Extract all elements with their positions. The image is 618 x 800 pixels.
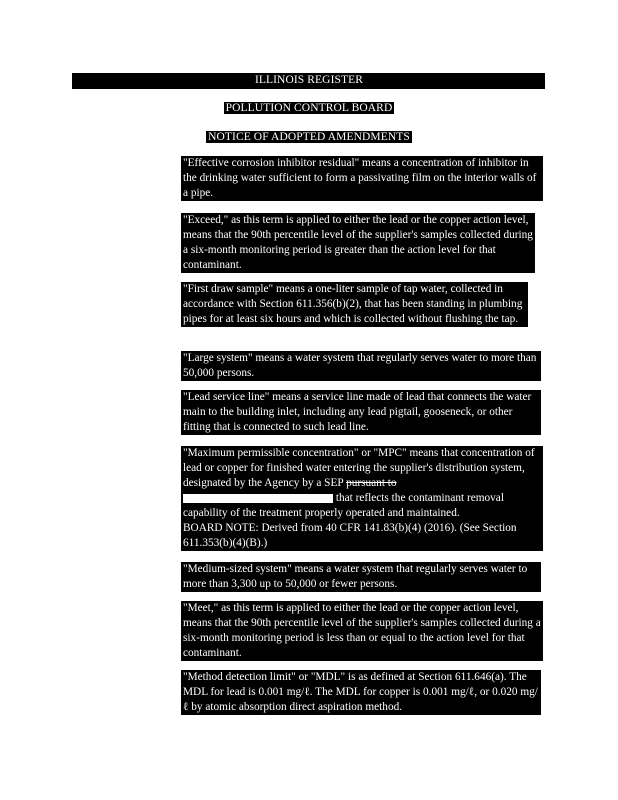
mpc-text-continued: that reflects the contaminant removal capability of the treatment properly operated and maintained. <box>183 492 504 519</box>
definition-lead-service-line: "Lead service line" means a service line made of lead that connects the water main to the building inlet, including any lead pigtail, gooseneck, or other fitting that is connected to such lead line. <box>181 390 541 435</box>
definition-medium-sized-system: "Medium-sized system" means a water system that regularly serves water to more than 3,300 up to 50,000 or fewer persons. <box>181 562 541 592</box>
struck-text: pursuant to <box>346 477 397 489</box>
mpc-text: "Maximum permissible concentration" or "MPC" means that concentration of lead or copper for finished water entering the supplier's distribution system, designated by the Agency by a SEP <box>183 447 535 489</box>
definition-first-draw-sample: "First draw sample" means a one-liter sample of tap water, collected in accordance with Section 611.356(b)(2), that has been standing in plumbing pipes for at least six hours and which is collected without flushing the tap. <box>181 282 528 327</box>
definition-exceed: "Exceed," as this term is applied to either the lead or the copper action level, means that the 90th percentile level of the supplier's samples collected during a six-month monitoring period is greater than the action level for that contaminant. <box>181 213 535 273</box>
definition-meet: "Meet," as this term is applied to either the lead or the copper action level, means that the 90th percentile level of the supplier's samples collected during a six-month monitoring period is less than or equal to the action level for that contaminant. <box>181 601 543 661</box>
definition-method-detection-limit: "Method detection limit" or "MDL" is as defined at Section 611.646(a). The MDL for lead is 0.001 mg/ℓ. The MDL for copper is 0.001 mg/ℓ, or 0.020 mg/ℓ by atomic absorption direct aspiration method. <box>181 670 541 715</box>
board-note: BOARD NOTE: Derived from 40 CFR 141.83(b)(4) (2016). (See Section 611.353(b)(4)(B).) <box>183 522 517 549</box>
board-title: POLLUTION CONTROL BOARD <box>225 102 393 114</box>
definition-effective-corrosion-inhibitor: "Effective corrosion inhibitor residual" means a concentration of inhibitor in the drinking water sufficient to form a passivating film on the interior walls of a pipe. <box>181 156 543 201</box>
redacted-block <box>183 494 333 503</box>
definition-large-system: "Large system" means a water system that regularly serves water to more than 50,000 persons. <box>181 351 541 381</box>
register-title: ILLINOIS REGISTER <box>254 74 364 86</box>
definition-mpc <box>181 446 543 551</box>
notice-title: NOTICE OF ADOPTED AMENDMENTS <box>208 131 410 143</box>
